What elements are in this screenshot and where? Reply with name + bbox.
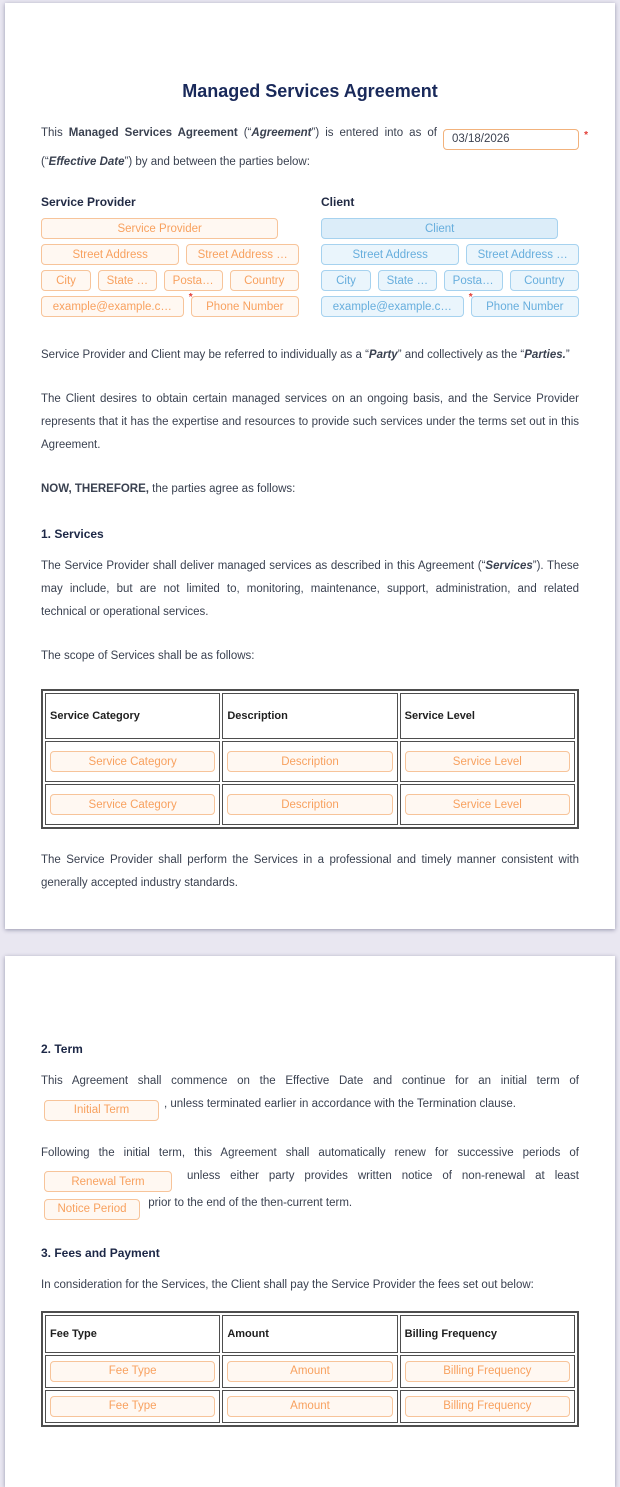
parties-form (41, 195, 579, 322)
provider-street-address-2-input[interactable] (186, 244, 299, 265)
fees-table-header-row (45, 1315, 575, 1353)
service-provider-heading: Service Provider (41, 195, 136, 209)
services-table-header: Description (222, 693, 397, 739)
client-email-wrap (321, 292, 473, 317)
required-asterisk: * (188, 292, 193, 303)
fees-table-header: Fee Type (45, 1315, 220, 1353)
text-segment: Service Provider and Client may be referred to individually as a “ (41, 349, 369, 361)
parties-paragraph (41, 344, 579, 367)
client-email-input[interactable] (321, 296, 464, 317)
text-segment: NOW, THEREFORE, (41, 483, 149, 495)
text-segment: Effective Date (48, 156, 125, 168)
section-1-heading: 1. Services (41, 527, 104, 541)
initial-term-input[interactable] (44, 1100, 159, 1121)
client-column (321, 195, 579, 322)
text-segment: Services (485, 560, 533, 572)
services-paragraph (41, 555, 579, 624)
text-segment: Agreement (251, 127, 312, 139)
services-closing-paragraph: The Service Provider shall perform the Services in a professional and timely manner consistent with generally accepted industry standards. (41, 854, 579, 889)
fees-table (41, 1311, 579, 1427)
section-3-heading: 3. Fees and Payment (41, 1245, 160, 1260)
effective-date-wrap (443, 128, 589, 151)
term-paragraph-1 (41, 1070, 579, 1121)
service-provider-column (41, 195, 299, 322)
table-row (45, 741, 575, 782)
fees-intro-paragraph: In consideration for the Services, the Client shall pay the Service Provider the fees set out below: (41, 1278, 534, 1291)
client-state-input[interactable] (378, 270, 437, 291)
table-row (45, 1390, 575, 1423)
client-heading: Client (321, 195, 355, 209)
provider-street-address-input[interactable] (41, 244, 179, 265)
required-asterisk: * (584, 130, 589, 141)
required-asterisk: * (468, 292, 473, 303)
services-table-header: Service Category (45, 693, 220, 739)
fee-type-input[interactable] (50, 1361, 215, 1382)
text-segment: (“ (237, 127, 252, 139)
document-page-2 (5, 956, 615, 1487)
scope-line: The scope of Services shall be as follows: (41, 650, 255, 662)
intro-tail-text (41, 156, 310, 168)
client-country-input[interactable] (510, 270, 579, 291)
fee-type-input[interactable] (50, 1396, 215, 1417)
term-p2-lead: Following the initial term, this Agreement shall automatically renew for successive periods of (41, 1146, 579, 1159)
text-segment: ”). These may include, but are not limited to, monitoring, maintenance, support, administration, and related technical or operational services. (41, 560, 579, 618)
client-street-address-2-input[interactable] (466, 244, 579, 265)
provider-state-input[interactable] (98, 270, 157, 291)
text-segment: Party (368, 349, 398, 361)
provider-postal-input[interactable] (164, 270, 223, 291)
term-paragraph-2 (41, 1142, 579, 1220)
services-table-header-row (45, 693, 575, 739)
intro-paragraph (41, 122, 589, 174)
now-therefore-paragraph (41, 478, 579, 501)
text-segment: ” and collectively as the “ (397, 349, 525, 361)
provider-email-wrap (41, 292, 193, 317)
text-segment: The Service Provider shall deliver managed services as described in this Agreement (“ (41, 560, 486, 572)
amount-input[interactable] (227, 1361, 392, 1382)
text-segment: ”) is entered into as of (311, 127, 437, 139)
service-category-input[interactable] (50, 751, 215, 772)
fees-table-header: Amount (222, 1315, 397, 1353)
billing-frequency-input[interactable] (405, 1361, 570, 1382)
term-p1-tail: , unless terminated earlier in accordance with the Termination clause. (164, 1098, 516, 1110)
text-segment: (“ (41, 156, 49, 168)
service-level-input[interactable] (405, 751, 570, 772)
services-table (41, 689, 579, 829)
term-p2-mid: unless either party provides written notice of non-renewal at least (186, 1169, 579, 1182)
provider-name-input[interactable] (41, 218, 278, 239)
text-segment: Parties. (524, 349, 566, 361)
client-name-input[interactable] (321, 218, 558, 239)
services-table-header: Service Level (400, 693, 575, 739)
notice-period-input[interactable] (44, 1199, 140, 1220)
provider-country-input[interactable] (230, 270, 299, 291)
section-2-heading: 2. Term (41, 1042, 83, 1056)
page-title: Managed Services Agreement (182, 81, 438, 101)
text-segment: Managed Services Agreement (68, 127, 238, 139)
provider-email-input[interactable] (41, 296, 184, 317)
intro-lead-text (41, 127, 437, 139)
client-postal-input[interactable] (444, 270, 503, 291)
service-category-input[interactable] (50, 794, 215, 815)
text-segment: This (41, 127, 69, 139)
client-phone-input[interactable] (471, 296, 579, 317)
description-input[interactable] (227, 794, 392, 815)
service-level-input[interactable] (405, 794, 570, 815)
term-p1-lead: This Agreement shall commence on the Effective Date and continue for an initial term of (41, 1075, 579, 1087)
provider-city-input[interactable] (41, 270, 91, 291)
term-p2-tail: prior to the end of the then-current term. (148, 1197, 353, 1209)
table-row (45, 1355, 575, 1388)
effective-date-input[interactable] (443, 129, 579, 150)
billing-frequency-input[interactable] (405, 1396, 570, 1417)
text-segment: ”) by and between the parties below: (124, 156, 310, 168)
renewal-term-input[interactable] (44, 1171, 172, 1192)
fees-table-header: Billing Frequency (400, 1315, 575, 1353)
desire-paragraph: The Client desires to obtain certain managed services on an ongoing basis, and the Service Provider represents that it has the expertise and resources to provide such services under the terms set out in this Agreement. (41, 393, 579, 451)
client-street-address-input[interactable] (321, 244, 459, 265)
description-input[interactable] (227, 751, 392, 772)
document-page-1 (5, 3, 615, 929)
text-segment: the parties agree as follows: (148, 483, 296, 495)
provider-phone-input[interactable] (191, 296, 299, 317)
client-city-input[interactable] (321, 270, 371, 291)
text-segment: ” (565, 349, 570, 361)
amount-input[interactable] (227, 1396, 392, 1417)
table-row (45, 784, 575, 825)
